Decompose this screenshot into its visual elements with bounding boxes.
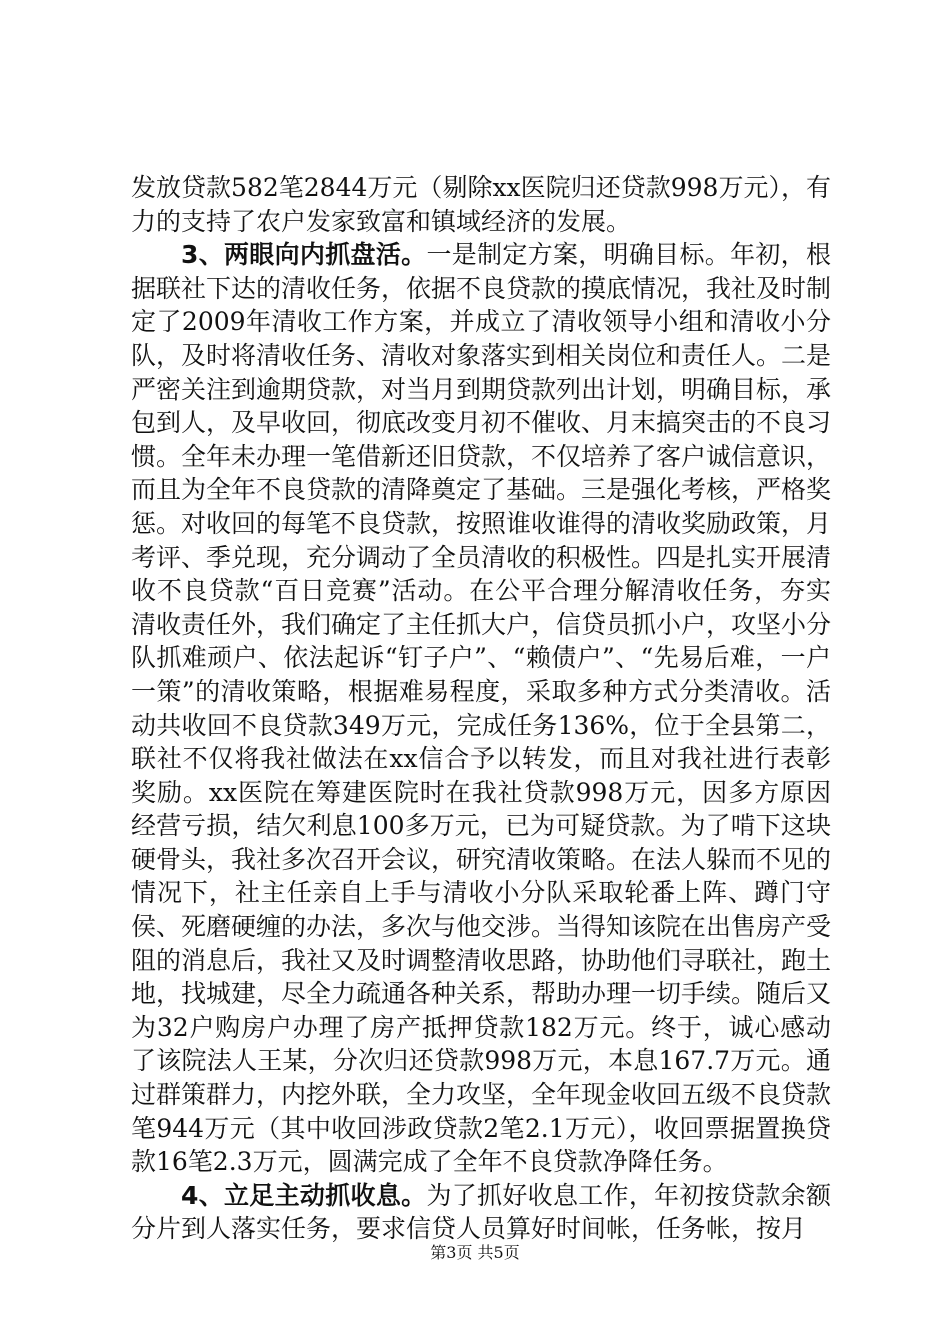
page-footer [0, 1240, 950, 1263]
paragraph-continuation [131, 171, 831, 238]
document-body [131, 171, 831, 1246]
page-number: 第3页 共5页 [430, 1243, 520, 1262]
section-heading: 3、两眼向内抓盘活。 [181, 240, 427, 270]
paragraph-text: 一是制定方案，明确目标。年初，根据联社下达的清收任务，依据不良贷款的摸底情况，我社及时制定了2009年清收工作方案，并成立了清收领导小组和清收小分队，及时将清收任务、清收对象落实到相关岗位和责任人。二是严密关注到逾期贷款，对当月到期贷款列出计划，明确目标，承包到人，及早收回，彻底改变月初不催收、月末搞突击的不良习惯。全年未办理一笔借新还旧贷款，不仅培养了客户诚信意识，而且为全年不良贷款的清降奠定了基础。三是强化考核，严格奖惩。对收回的每笔不良贷款，按照谁收谁得的清收奖励政策，月考评、季兑现，充分调动了全员清收的积极性。四是扎实开展清收不良贷款“百日竞赛”活动。在公平合理分解清收任务，夯实清收责任外，我们确定了主任抓大户，信贷员抓小户，攻坚小分队抓难顽户、依法起诉“钉子户”、“赖债户”、“先易后难，一户一策”的清收策略，根据难易程度，采取多种方式分类清收。活动共收回不良贷款349万元，完成任务136%，位于全县第二，联社不仅将我社做法在xx信合予以转发，而且对我社进行表彰奖励。xx医院在筹建医院时在我社贷款998万元，因多方原因经营亏损，结欠利息100多万元，已为可疑贷款。为了啃下这块硬骨头，我社多次召开会议，研究清收策略。在法人躲而不见的情况下，社主任亲自上手与清收小分队采取轮番上阵、蹲门守侯、死磨硬缠的办法，多次与他交涉。当得知该院在出售房产受阻的消息后，我社又及时调整清收思路，协助他们寻联社，跑土地，找城建，尽全力疏通各种关系，帮助办理一切手续。随后又为32户购房户办理了房产抵押贷款182万元。终于，诚心感动了该院法人王某，分次归还贷款998万元，本息167.7万元。通过群策群力，内挖外联，全力攻坚，全年现金收回五级不良贷款笔944万元（其中收回涉政贷款2笔2.1万元），收回票据置换贷款16笔2.3万元，圆满完成了全年不良贷款净降任务。 [131, 240, 832, 1177]
paragraph-section-3 [131, 238, 831, 1179]
paragraph-text: 为了抓好收息工作，年初按贷款余额分片到人落实任务，要求信贷人员算好时间帐，任务帐，按月 [131, 1180, 831, 1244]
paragraph-section-4 [131, 1179, 831, 1246]
paragraph-text: 发放贷款582笔2844万元（剔除xx医院归还贷款998万元），有力的支持了农户发家致富和镇域经济的发展。 [131, 173, 831, 236]
section-heading: 4、立足主动抓收息。 [181, 1180, 427, 1210]
